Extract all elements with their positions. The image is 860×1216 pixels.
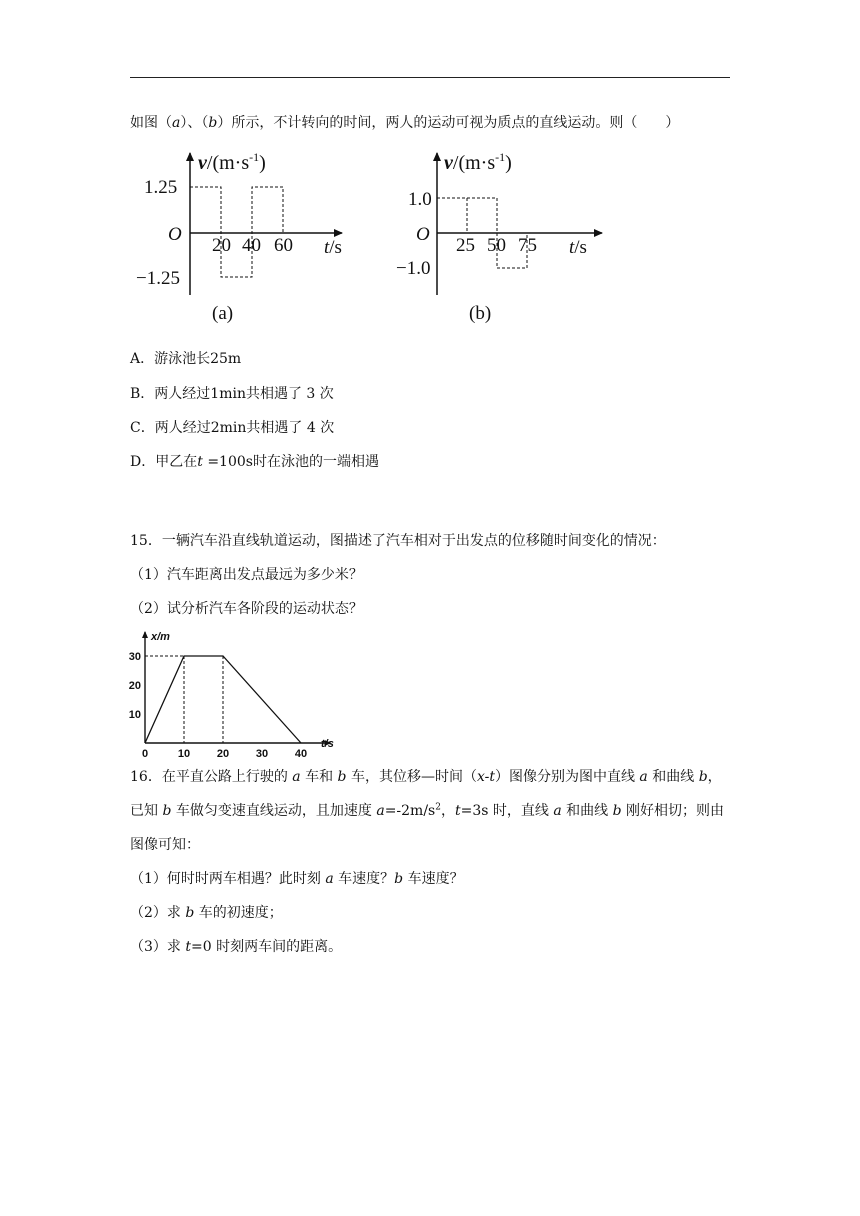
graph-c-xlabel: t/s (321, 738, 334, 750)
graph-a-xtick: 20 (212, 235, 231, 256)
graph-b (380, 145, 620, 335)
x-tick-label: 30 (255, 748, 269, 760)
chart-plot (129, 632, 331, 760)
graph-b-xtick: 75 (518, 235, 537, 256)
graph-a-xtick: 60 (274, 235, 293, 256)
graph-b-caption: (b) (469, 303, 492, 324)
q14-option-d: D．甲乙在t =100s时在泳池的一端相遇 (130, 454, 379, 470)
q16-line1: 16．在平直公路上行驶的 a 车和 b 车，其位移—时间（x-t）图像分别为图中直线 a 和曲线 b， (130, 769, 722, 785)
graph-b-xtick: 25 (456, 235, 475, 256)
x-tick-label: 10 (177, 748, 191, 760)
graph-a-origin: O (168, 224, 182, 245)
x-tick-label: 40 (294, 748, 308, 760)
q14-option-b: B．两人经过1min共相遇了 3 次 (130, 386, 334, 402)
graph-a-xtick: 40 (242, 235, 261, 256)
q15-sub2: （2）试分析汽车各阶段的运动状态？ (130, 601, 363, 617)
graph-c (125, 628, 345, 760)
q16-sub2: （2）求 b 车的初速度； (130, 905, 283, 921)
q16-line3: 图像可知： (130, 837, 200, 853)
graph-b-xlabel: t/s (569, 237, 587, 258)
q16-sub1: （1）何时时两车相遇？此时刻 a 车速度？b 车速度？ (130, 871, 464, 887)
q14-stem: 如图（a）、（b）所示，不计转向的时间，两人的运动可视为质点的直线运动。则（ ） (130, 115, 680, 131)
graph-b-velocity (437, 198, 467, 233)
q15-stem: 15．一辆汽车沿直线轨道运动，图描述了汽车相对于出发点的位移随时间变化的情况： (130, 533, 666, 549)
header-rule (130, 77, 730, 78)
q16-line2: 已知 b 车做匀变速直线运动，且加速度 $a=-2m/s^2$，t=3s 时，直线 a 和曲线 b 刚好相切；则由 (130, 802, 725, 819)
graph-a-velocity (190, 187, 283, 277)
graph-b-xtick: 50 (487, 235, 506, 256)
x-tick-label: 0 (141, 748, 149, 760)
graph-a-ytick-top: 1.25 (144, 177, 178, 198)
graph-b-ytick-bottom: −1.0 (396, 258, 431, 279)
graph-a-xlabel: t/s (324, 237, 342, 258)
graph-a-ytick-bottom: −1.25 (136, 268, 180, 289)
graph-b-ylabel: $v/(m\cdot s^{-1})$ (444, 150, 512, 174)
y-tick-label: 10 (128, 709, 141, 721)
graph-a (130, 145, 370, 335)
graph-b-origin: O (416, 224, 430, 245)
y-tick-label: 20 (128, 680, 141, 692)
graph-a-ylabel: $v/(m\cdot s^{-1})$ (198, 150, 266, 174)
q15-sub1: （1）汽车距离出发点最远为多少米？ (130, 567, 363, 583)
q14-option-c: C．两人经过2min共相遇了 4 次 (130, 420, 335, 436)
q16-sub3: （3）求 t=0 时刻两车间的距离。 (130, 939, 343, 955)
y-tick-label: 30 (128, 651, 141, 663)
graph-c-ylabel: x/m (151, 631, 170, 643)
series-line (145, 656, 301, 743)
x-tick-label: 20 (216, 748, 230, 760)
q14-option-a: A．游泳池长25m (130, 351, 242, 367)
graph-a-caption: (a) (212, 303, 234, 324)
graph-b-ytick-top: 1.0 (408, 189, 432, 210)
